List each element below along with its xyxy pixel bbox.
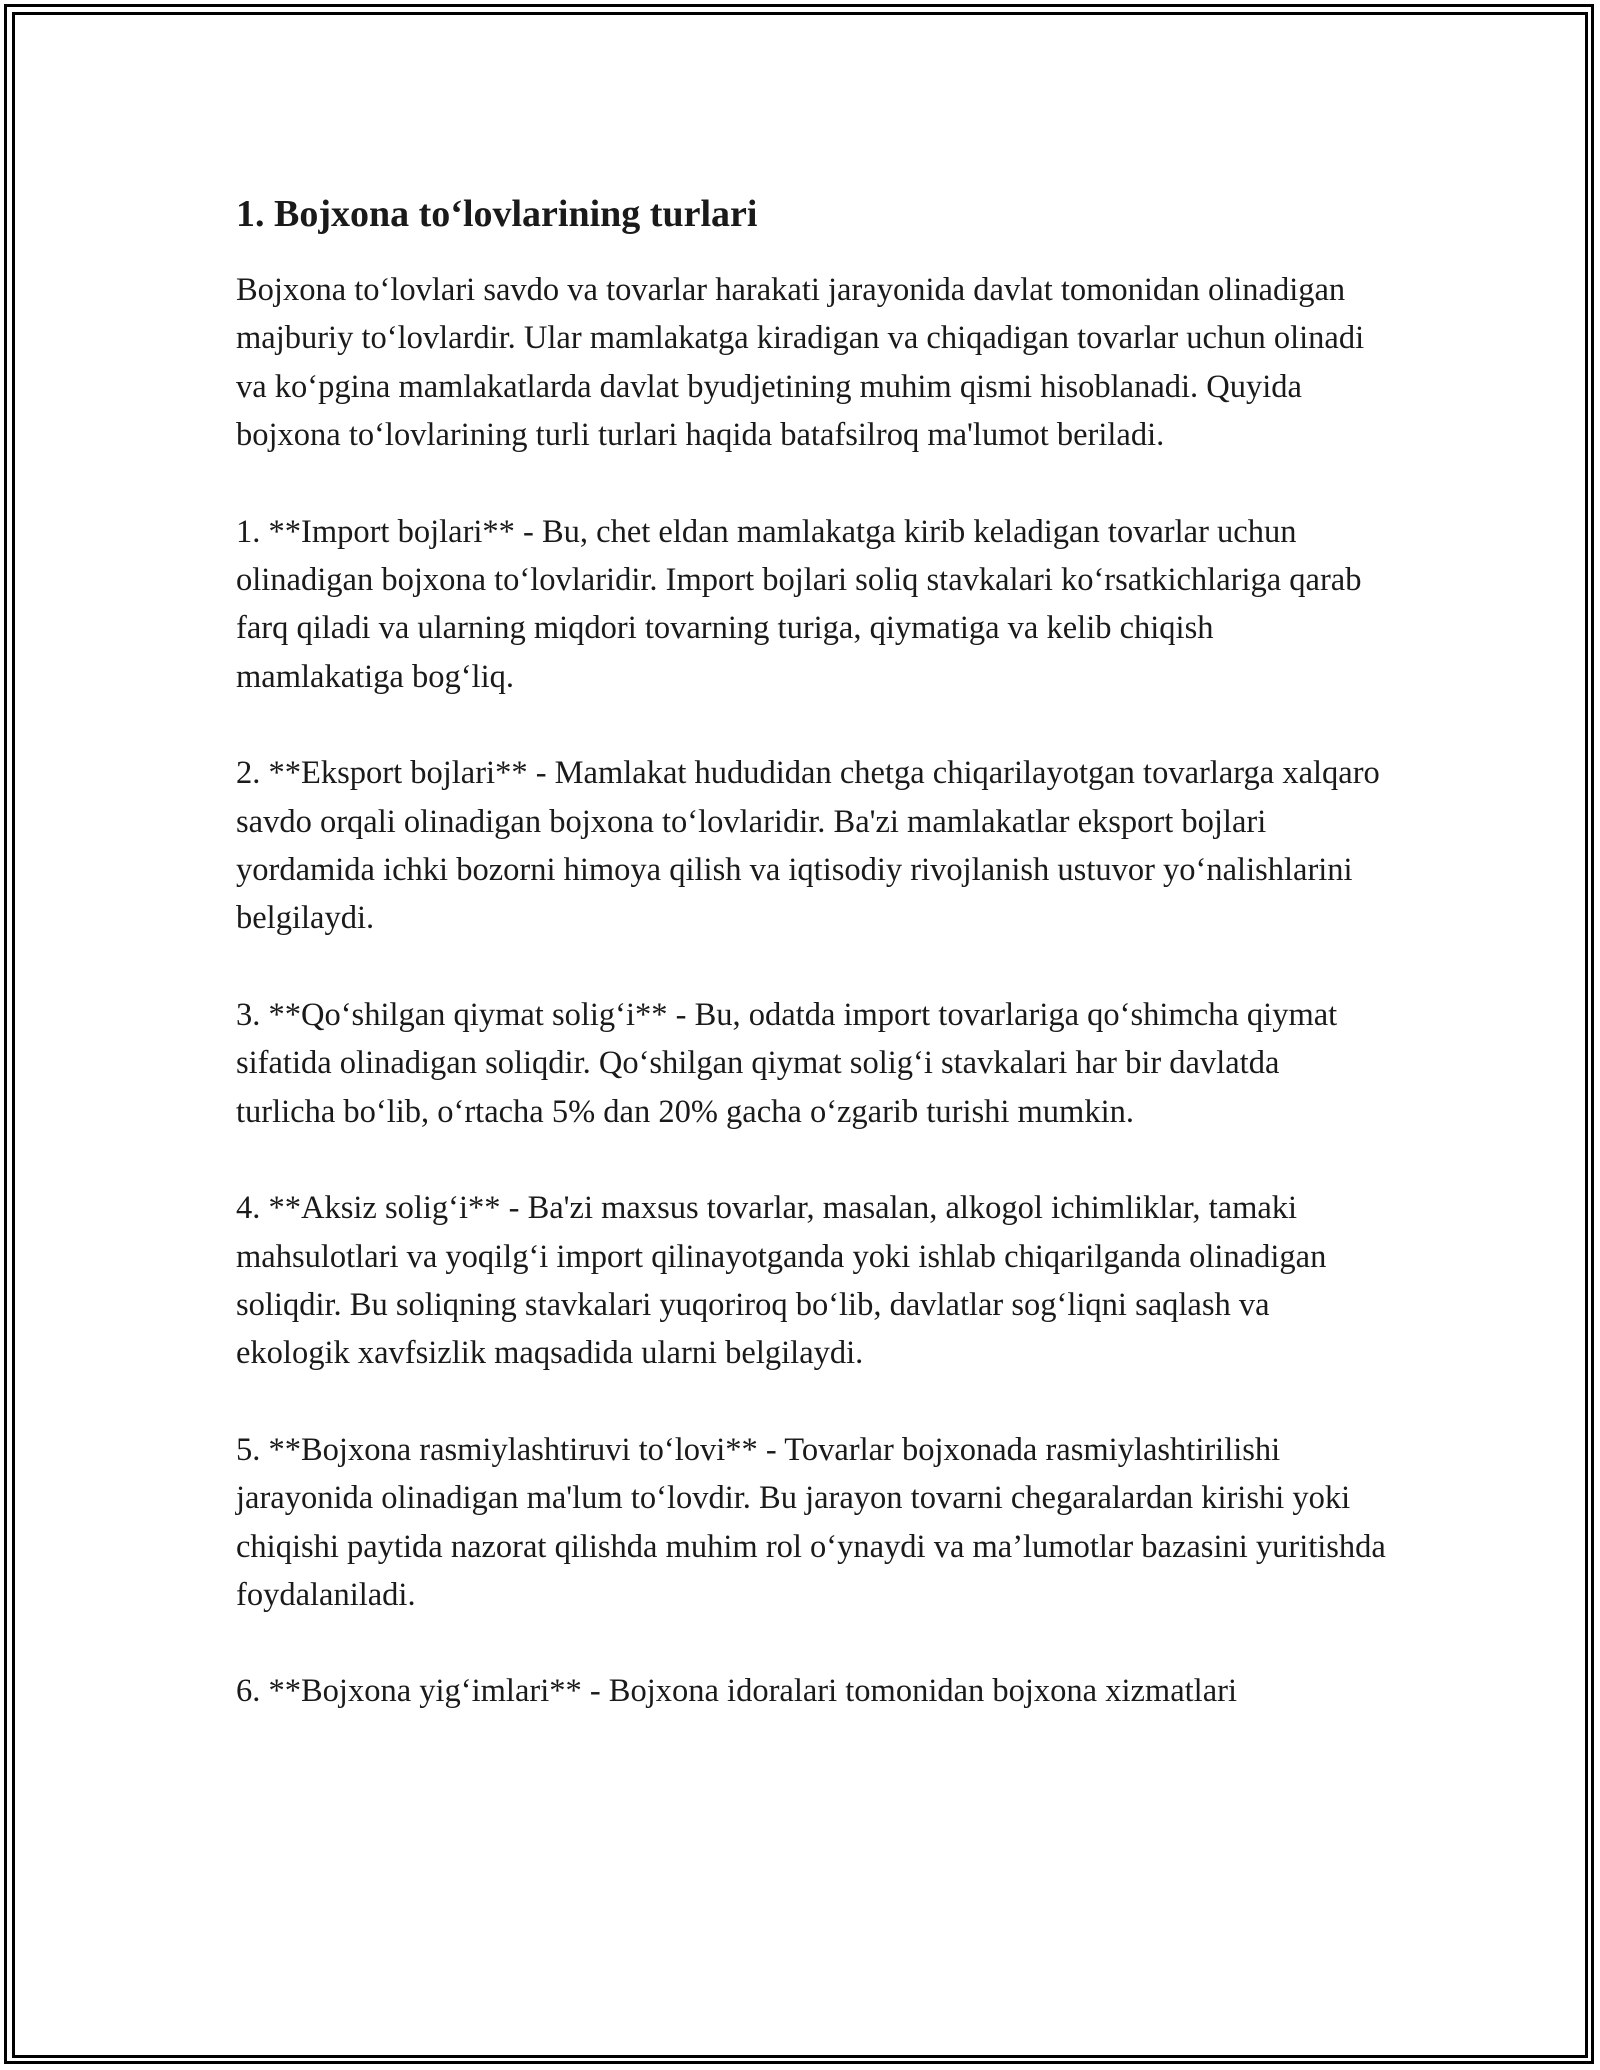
list-item-vat: 3. **Qo‘shilgan qiymat solig‘i** - Bu, odatda import tovarlariga qo‘shimcha qiymat sifatida olinadigan soliqdir. Qo‘shilgan qiymat solig‘i stavkalari har bir davlatda turlicha bo‘lib, o‘rtacha 5% dan 20% gacha o‘zgarib turishi mumkin.	[236, 996, 1338, 1130]
document-body	[236, 188, 1386, 1764]
list-item-customs-clearance-fee: 5. **Bojxona rasmiylashtiruvi to‘lovi** - Tovarlar bojxonada rasmiylashtirilishi jarayonida olinadigan ma'lum to‘lovdir. Bu jarayon tovarni chegaralardan kirishi yoki chiqishi paytida nazorat qilishda muhim rol o‘ynaydi va ma’lumotlar bazasini yuritishda foydalaniladi.	[236, 1431, 1386, 1613]
list-item-import-duties: 1. **Import bojlari** - Bu, chet eldan mamlakatga kirib keladigan tovarlar uchun olinadigan bojxona to‘lovlaridir. Import bojlari soliq stavkalari ko‘rsatkichlariga qarab farq qiladi va ularning miqdori tovarning turiga, qiymatiga va kelib chiqish mamlakatiga bog‘liq.	[236, 513, 1362, 695]
intro-paragraph: Bojxona to‘lovlari savdo va tovarlar harakati jarayonida davlat tomonidan olinadigan majburiy to‘lovlardir. Ular mamlakatga kiradigan va chiqadigan tovarlar uchun olinadi va ko‘pgina mamlakatlarda davlat byudjetining muhim qismi hisoblanadi. Quyida bojxona to‘lovlarining turli turlari haqida batafsilroq ma'lumot beriladi.	[236, 272, 1365, 454]
list-item-excise-tax: 4. **Aksiz solig‘i** - Ba'zi maxsus tovarlar, masalan, alkogol ichimliklar, tamaki mahsulotlari va yoqilg‘i import qilinayotganda yoki ishlab chiqarilganda olinadigan soliqdir. Bu soliqning stavkalari yuqoriroq bo‘lib, davlatlar sog‘liqni saqlash va ekologik xavfsizlik maqsadida ularni belgilaydi.	[236, 1190, 1327, 1372]
list-item-export-duties: 2. **Eksport bojlari** - Mamlakat hududidan chetga chiqarilayotgan tovarlarga xalqaro savdo orqali olinadigan bojxona to‘lovlaridir. Ba'zi mamlakatlar eksport bojlari yordamida ichki bozorni himoya qilish va iqtisodiy rivojlanish ustuvor yo‘nalishlarini belgilaydi.	[236, 755, 1380, 937]
list-item-customs-fees: 6. **Bojxona yig‘imlari** - Bojxona idoralari tomonidan bojxona xizmatlari	[236, 1673, 1237, 1710]
section-heading: 1. Bojxona to‘lovlarining turlari	[236, 193, 758, 235]
